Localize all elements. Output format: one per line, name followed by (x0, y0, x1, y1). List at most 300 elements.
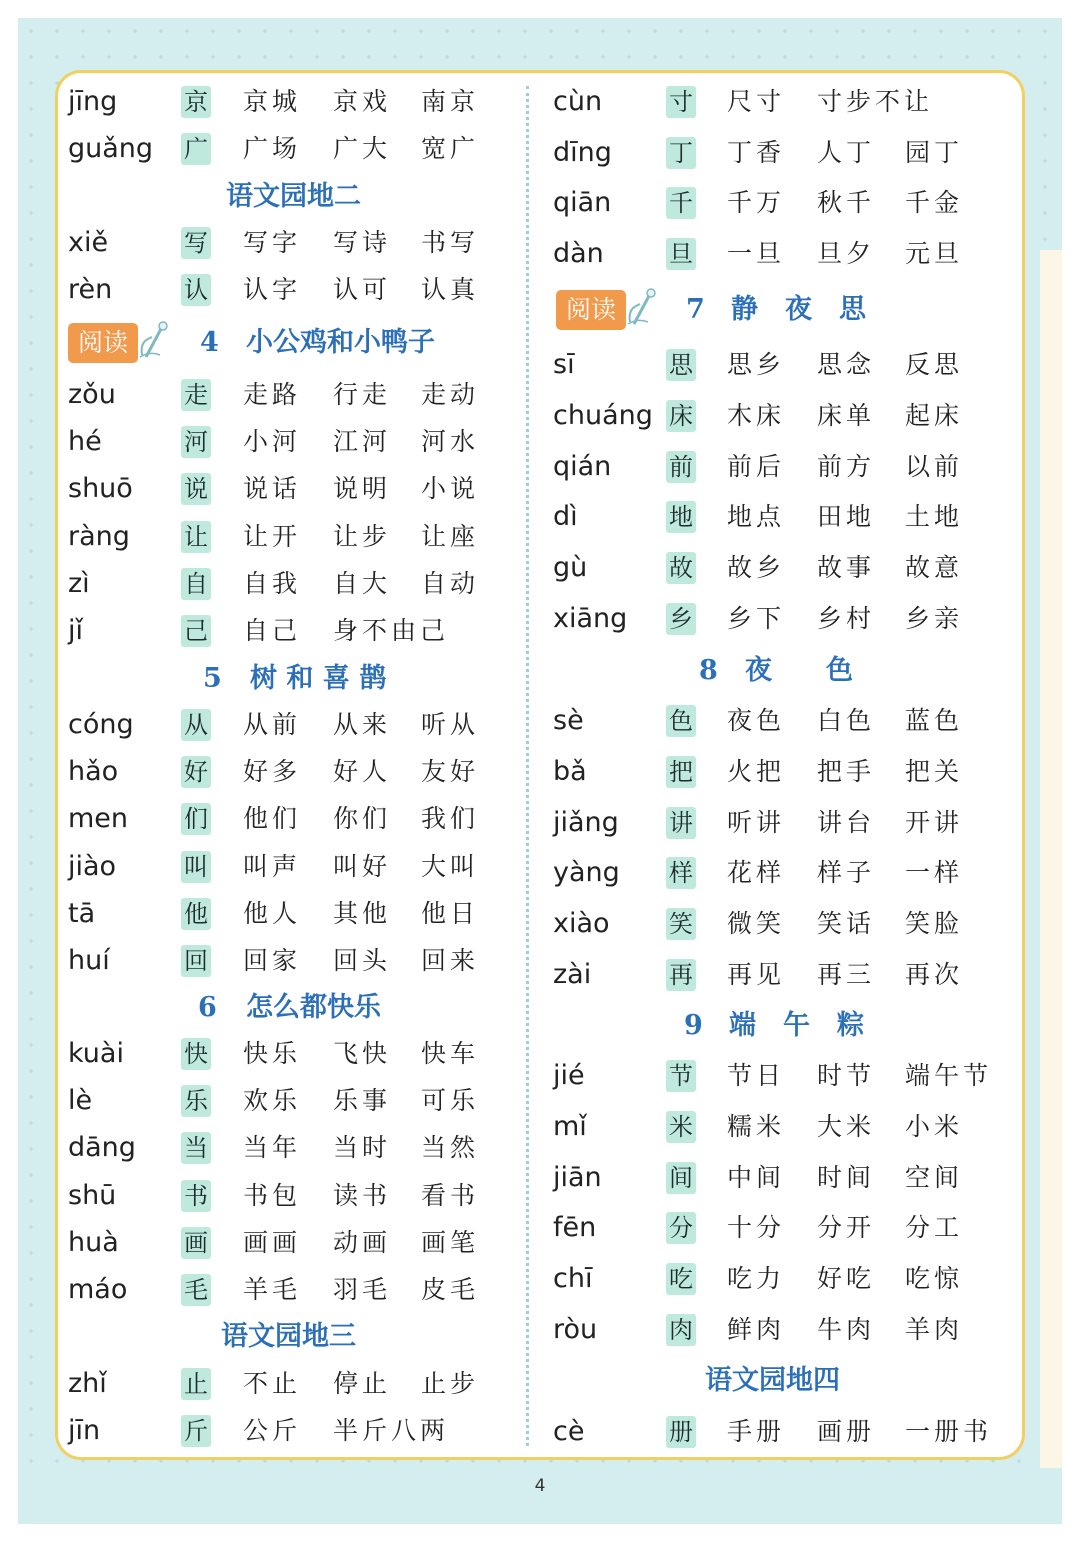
pinyin-text: lè (68, 1085, 93, 1117)
vocab-row (68, 79, 528, 125)
vocab-word: 回家 (243, 946, 302, 975)
pinyin-text: huí (68, 945, 110, 976)
character-box: 京 (181, 86, 211, 118)
vocab-word: 欢乐 (243, 1086, 302, 1116)
vocab-row (68, 1361, 528, 1407)
vocab-word: 说话 (243, 474, 302, 504)
character-box: 再 (666, 959, 696, 991)
character-box: 把 (666, 756, 696, 788)
vocab-word: 让步 (333, 521, 392, 551)
character-box: 止 (181, 1368, 211, 1400)
pinyin-text: zì (68, 567, 90, 599)
character-box: 当 (181, 1132, 211, 1164)
character-box: 笑 (666, 908, 696, 940)
vocab-word: 火把 (727, 756, 786, 786)
lesson-title: 静 夜 思 (731, 294, 866, 325)
character-box: 让 (181, 521, 211, 553)
vocab-word: 江河 (333, 427, 392, 457)
vocab-word: 空间 (905, 1162, 964, 1192)
vocab-row (553, 1104, 1013, 1150)
vocab-word: 时间 (817, 1162, 876, 1192)
vocab-row (68, 1267, 528, 1313)
vocab-word: 皮毛 (421, 1275, 480, 1304)
pinyin-text: hé (68, 426, 102, 458)
vocab-word: 乡村 (817, 604, 876, 633)
vocab-word: 小米 (905, 1111, 964, 1141)
vocab-word: 羊肉 (905, 1315, 964, 1344)
vocab-word: 花样 (727, 858, 786, 888)
vocab-word: 故意 (905, 553, 964, 583)
vocab-word: 好吃 (817, 1264, 876, 1294)
vocab-word: 千万 (727, 188, 786, 217)
vocab-word: 京城 (243, 87, 302, 116)
vocab-word: 广大 (333, 134, 392, 163)
character-box: 从 (181, 709, 211, 741)
vocab-word: 广场 (243, 134, 302, 163)
vocab-word: 尺寸 (727, 87, 786, 116)
vocab-row (68, 466, 528, 512)
vocab-row (68, 372, 528, 418)
vocab-word: 反思 (905, 350, 964, 379)
pinyin-text: fēn (553, 1212, 597, 1244)
vocab-word: 认可 (333, 275, 392, 304)
pinyin-text: shuō (68, 473, 133, 505)
vocab-row (553, 1256, 1013, 1302)
page-side-band (1040, 250, 1062, 1470)
pinyin-text: kuài (68, 1038, 124, 1069)
vocab-word: 河水 (421, 427, 480, 457)
section-heading: 语文园地三 (221, 1321, 356, 1352)
pinyin-text: tā (68, 897, 96, 929)
vocab-word: 画笔 (421, 1227, 480, 1257)
vocab-word: 样子 (817, 858, 876, 888)
vocab-row (68, 514, 528, 560)
vocab-word: 回头 (333, 946, 392, 975)
vocab-word: 自大 (333, 568, 392, 598)
vocab-word: 节日 (727, 1061, 786, 1090)
vocab-word: 飞快 (333, 1039, 392, 1068)
vocab-word: 中间 (727, 1162, 786, 1192)
reading-badge: 阅读 (68, 323, 138, 363)
vocab-word: 再见 (727, 960, 786, 989)
vocab-word: 时节 (817, 1061, 876, 1090)
section-heading: 语文园地四 (705, 1365, 840, 1396)
vocab-word: 当时 (333, 1133, 392, 1163)
vocab-word: 快车 (421, 1039, 480, 1068)
character-box: 丁 (666, 137, 696, 169)
vocab-word: 止步 (421, 1369, 480, 1398)
pinyin-text: sī (553, 349, 575, 380)
vocab-word: 认真 (421, 275, 480, 304)
vocab-word: 不止 (243, 1369, 302, 1398)
character-box: 斤 (181, 1415, 211, 1447)
vocab-word: 好多 (243, 757, 302, 787)
lesson-title: 树 和 喜 鹊 (250, 663, 387, 694)
vocab-word: 开讲 (905, 807, 964, 837)
character-box: 寸 (666, 86, 696, 118)
vocab-word: 读书 (333, 1180, 392, 1210)
pinyin-text: guǎng (68, 133, 154, 164)
vocab-word: 认字 (243, 275, 302, 304)
vocab-word: 乡下 (727, 604, 786, 633)
vocab-word: 前后 (727, 451, 786, 481)
pinyin-text: máo (68, 1274, 128, 1305)
character-box: 写 (181, 227, 211, 259)
vocab-word: 京戏 (333, 87, 392, 116)
pinyin-text: xiào (553, 908, 610, 940)
vocab-word: 书写 (421, 228, 480, 257)
vocab-row (553, 1205, 1013, 1251)
character-box: 己 (181, 615, 211, 647)
pinyin-text: zhǐ (68, 1368, 107, 1399)
pinyin-text: jiǎng (553, 806, 619, 838)
vocab-word: 叫好 (333, 851, 392, 881)
character-box: 好 (181, 756, 211, 788)
vocab-word: 起床 (905, 400, 964, 430)
pinyin-text: dì (553, 501, 578, 533)
pinyin-text: hǎo (68, 756, 119, 788)
pinyin-text: sè (553, 705, 584, 736)
vocab-word: 快乐 (243, 1039, 302, 1068)
character-box: 自 (181, 568, 211, 600)
vocab-word: 园丁 (905, 137, 964, 167)
character-box: 乡 (666, 603, 696, 635)
character-box: 说 (181, 473, 211, 505)
character-box: 回 (181, 945, 211, 977)
vocab-word: 羊毛 (243, 1275, 302, 1304)
pinyin-text: xiě (68, 227, 109, 258)
vocab-word: 再次 (905, 960, 964, 989)
vocab-word: 走路 (243, 380, 302, 409)
character-box: 毛 (181, 1274, 211, 1306)
vocab-row (553, 231, 1013, 277)
pen-icon (136, 321, 170, 361)
vocab-word: 听从 (421, 710, 480, 739)
vocab-word: 元旦 (905, 238, 964, 268)
character-box: 旦 (666, 238, 696, 270)
pinyin-text: jiān (553, 1161, 602, 1193)
vocab-row (68, 608, 528, 654)
vocab-word: 其他 (333, 898, 392, 928)
vocab-word: 可乐 (421, 1086, 480, 1116)
character-box: 分 (666, 1212, 696, 1244)
vocab-word: 说明 (333, 474, 392, 504)
vocab-word: 再三 (817, 960, 876, 989)
vocab-word: 小说 (421, 474, 480, 504)
lesson-number: 4 (200, 327, 219, 358)
vocab-word: 行走 (333, 380, 392, 409)
pinyin-text: mǐ (553, 1110, 587, 1142)
vocab-row (553, 494, 1013, 540)
pinyin-text: qián (553, 450, 612, 482)
vocab-word: 叫声 (243, 851, 302, 881)
pinyin-text: cè (553, 1416, 585, 1447)
pinyin-text: men (68, 803, 129, 835)
vocab-word: 十分 (727, 1213, 786, 1243)
vocab-word: 把手 (817, 756, 876, 786)
vocab-word: 秋千 (817, 188, 876, 217)
character-box: 书 (181, 1180, 211, 1212)
vocab-word: 讲台 (817, 807, 876, 837)
vocab-word: 笑话 (817, 909, 876, 939)
vocab-row (553, 1053, 1013, 1099)
vocab-word: 听讲 (727, 807, 786, 837)
character-box: 色 (666, 705, 696, 737)
vocab-word: 羽毛 (333, 1275, 392, 1304)
vocab-word: 地点 (727, 502, 786, 532)
vocab-row (553, 1307, 1013, 1353)
pinyin-text: cùn (553, 86, 603, 117)
vocab-row (68, 796, 528, 842)
vocab-word: 把关 (905, 756, 964, 786)
vocab-row (553, 698, 1013, 744)
character-box: 画 (181, 1227, 211, 1259)
vocab-row (553, 393, 1013, 439)
vocab-word: 小河 (243, 427, 302, 457)
vocab-word: 当年 (243, 1133, 302, 1163)
vocab-row (68, 1031, 528, 1077)
character-box: 思 (666, 349, 696, 381)
pinyin-text: chuáng (553, 399, 653, 431)
character-box: 样 (666, 857, 696, 889)
character-box: 地 (666, 501, 696, 533)
vocab-word: 端午节 (905, 1061, 993, 1090)
pinyin-text: yàng (553, 857, 620, 889)
reading-badge: 阅读 (556, 290, 626, 330)
vocab-word: 写诗 (333, 228, 392, 257)
pinyin-text: qiān (553, 187, 612, 218)
vocab-word: 千金 (905, 188, 964, 217)
vocab-row (68, 126, 528, 172)
pinyin-text: ràng (68, 520, 130, 552)
vocab-row (553, 952, 1013, 998)
vocab-row (68, 419, 528, 465)
character-box: 他 (181, 898, 211, 930)
character-box: 册 (666, 1416, 696, 1448)
vocab-row (68, 1173, 528, 1219)
pinyin-text: rèn (68, 274, 113, 305)
lesson-title: 夜 色 (745, 655, 853, 686)
pen-icon (624, 288, 658, 328)
vocab-word: 牛肉 (817, 1315, 876, 1344)
vocab-word: 故事 (817, 553, 876, 583)
character-box: 叫 (181, 851, 211, 883)
vocab-row (553, 800, 1013, 846)
vocab-word: 让座 (421, 521, 480, 551)
vocab-word: 半斤八两 (333, 1416, 450, 1445)
vocab-word: 思念 (817, 350, 876, 379)
vocab-word: 白色 (817, 706, 876, 735)
lesson-number: 7 (686, 294, 705, 325)
pinyin-text: bǎ (553, 755, 587, 787)
vocab-row (68, 749, 528, 795)
pinyin-text: dīng (553, 136, 612, 168)
pinyin-text: dàn (553, 237, 604, 269)
character-box: 广 (181, 133, 211, 165)
vocab-word: 吃力 (727, 1264, 786, 1294)
character-box: 床 (666, 400, 696, 432)
pinyin-text: dāng (68, 1132, 136, 1164)
vocab-word: 前方 (817, 451, 876, 481)
vocab-word: 蓝色 (905, 706, 964, 735)
character-box: 走 (181, 379, 211, 411)
character-box: 认 (181, 274, 211, 306)
vocab-word: 回来 (421, 946, 480, 975)
lesson-number: 9 (684, 1010, 703, 1041)
vocab-word: 乡亲 (905, 604, 964, 633)
page-number: 4 (534, 1476, 546, 1496)
vocab-word: 你们 (333, 804, 392, 834)
vocab-word: 田地 (817, 502, 876, 532)
vocab-word: 写字 (243, 228, 302, 257)
character-box: 乐 (181, 1085, 211, 1117)
vocab-word: 土地 (905, 502, 964, 532)
vocab-word: 我们 (421, 804, 480, 834)
vocab-row (68, 844, 528, 890)
character-box: 前 (666, 451, 696, 483)
pinyin-text: zǒu (68, 379, 116, 410)
vocab-word: 床单 (817, 400, 876, 430)
vocab-word: 他日 (421, 898, 480, 928)
vocab-word: 分工 (905, 1213, 964, 1243)
vocab-row (553, 749, 1013, 795)
pinyin-text: xiāng (553, 603, 628, 634)
vocab-row (553, 1409, 1013, 1455)
vocab-row (68, 1408, 528, 1454)
pinyin-text: ròu (553, 1314, 598, 1345)
lesson-title: 端 午 粽 (729, 1010, 864, 1041)
vocab-word: 公斤 (243, 1416, 302, 1445)
vocab-word: 笑脸 (905, 909, 964, 939)
vocab-word: 人丁 (817, 137, 876, 167)
vocab-word: 思乡 (727, 350, 786, 379)
lesson-number: 8 (699, 655, 718, 686)
vocab-row (68, 267, 528, 313)
vocab-word: 丁香 (727, 137, 786, 167)
vocab-word: 乐事 (333, 1086, 392, 1116)
vocab-word: 停止 (333, 1369, 392, 1398)
character-box: 快 (181, 1038, 211, 1070)
vocab-row (553, 901, 1013, 947)
character-box: 故 (666, 552, 696, 584)
vocab-row (553, 444, 1013, 490)
pinyin-text: shū (68, 1179, 117, 1211)
vocab-word: 画画 (243, 1227, 302, 1257)
vocab-word: 寸步不让 (817, 87, 934, 116)
pinyin-text: jīn (68, 1415, 101, 1446)
character-box: 间 (666, 1162, 696, 1194)
vocab-word: 看书 (421, 1180, 480, 1210)
vocab-row (68, 561, 528, 607)
vocab-word: 一册书 (905, 1417, 993, 1446)
vocab-word: 南京 (421, 87, 480, 116)
vocab-row (553, 1155, 1013, 1201)
vocab-word: 以前 (905, 451, 964, 481)
vocab-word: 走动 (421, 380, 480, 409)
vocab-row (553, 342, 1013, 388)
vocab-word: 糯米 (727, 1111, 786, 1141)
vocab-word: 宽广 (421, 134, 480, 163)
vocab-row (553, 596, 1013, 642)
vocab-row (68, 702, 528, 748)
vocab-word: 鲜肉 (727, 1315, 786, 1344)
vocab-word: 当然 (421, 1133, 480, 1163)
vocab-word: 木床 (727, 400, 786, 430)
vocab-row (68, 1078, 528, 1124)
character-box: 吃 (666, 1263, 696, 1295)
character-box: 节 (666, 1060, 696, 1092)
vocab-word: 动画 (333, 1227, 392, 1257)
vocab-row (68, 891, 528, 937)
vocab-word: 大叫 (421, 851, 480, 881)
vocab-word: 好人 (333, 757, 392, 787)
pinyin-text: jiào (68, 850, 117, 882)
vocab-word: 自动 (421, 568, 480, 598)
vocab-word: 吃惊 (905, 1264, 964, 1294)
character-box: 讲 (666, 807, 696, 839)
lesson-title: 怎么都快乐 (246, 992, 381, 1023)
vocab-row (553, 79, 1013, 125)
pinyin-text: huà (68, 1226, 119, 1258)
vocab-word: 他人 (243, 898, 302, 928)
vocab-word: 一样 (905, 858, 964, 888)
vocab-word: 画册 (817, 1417, 876, 1446)
vocab-word: 从来 (333, 710, 392, 739)
pinyin-text: jǐ (68, 615, 84, 646)
vocab-word: 身不由己 (333, 616, 450, 645)
vocab-word: 微笑 (727, 909, 786, 939)
vocab-row (553, 180, 1013, 226)
lesson-number: 6 (198, 992, 217, 1023)
vocab-word: 自我 (243, 568, 302, 598)
lesson-number: 5 (203, 663, 222, 694)
vocab-row (553, 850, 1013, 896)
lesson-title: 小公鸡和小鸭子 (246, 327, 435, 358)
vocab-row (68, 938, 528, 984)
pinyin-text: jīng (68, 86, 118, 117)
vocab-word: 故乡 (727, 553, 786, 583)
vocab-word: 旦夕 (817, 238, 876, 268)
vocab-word: 从前 (243, 710, 302, 739)
pinyin-text: chī (553, 1263, 593, 1295)
vocab-row (553, 130, 1013, 176)
vocab-word: 自己 (243, 616, 302, 645)
pinyin-text: zài (553, 959, 592, 990)
vocab-word: 大米 (817, 1111, 876, 1141)
pinyin-text: cóng (68, 709, 134, 740)
vocab-row (553, 545, 1013, 591)
vocab-word: 让开 (243, 521, 302, 551)
character-box: 千 (666, 187, 696, 219)
vocab-word: 书包 (243, 1180, 302, 1210)
character-box: 们 (181, 803, 211, 835)
character-box: 米 (666, 1111, 696, 1143)
vocab-word: 一旦 (727, 238, 786, 268)
vocab-word: 手册 (727, 1417, 786, 1446)
vocab-word: 友好 (421, 757, 480, 787)
vocab-word: 夜色 (727, 706, 786, 735)
pinyin-text: gù (553, 552, 588, 584)
vocab-word: 他们 (243, 804, 302, 834)
vocab-row (68, 1125, 528, 1171)
vocab-word: 分开 (817, 1213, 876, 1243)
vocab-row (68, 1220, 528, 1266)
character-box: 肉 (666, 1314, 696, 1346)
character-box: 河 (181, 426, 211, 458)
vocab-row (68, 220, 528, 266)
pinyin-text: jié (553, 1060, 585, 1091)
section-heading: 语文园地二 (226, 181, 361, 212)
